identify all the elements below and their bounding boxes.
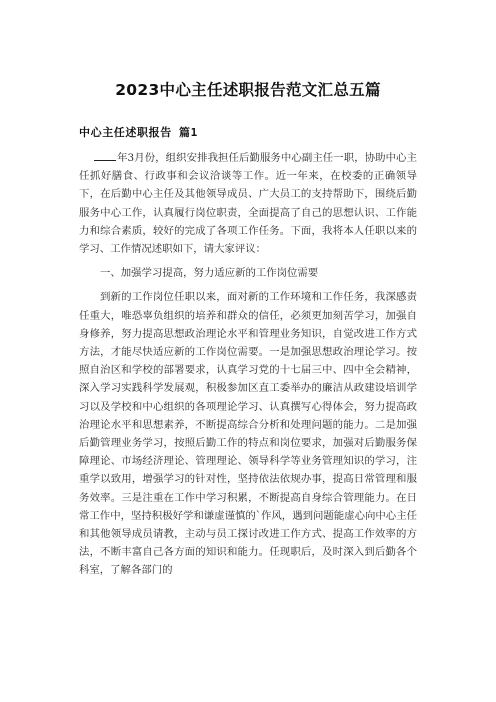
intro-paragraph-text: 年3月份，组织安排我担任后勤服务中心副主任一职，协助中心主任抓好膳食、行政事和会议洽谈等工作。近一年来，在校委的正确领导下，在后勤中心主任及其他领导成员、广大员工的支持帮助下，围绕后勤服务中心工作，认真履行岗位职责，全面提高了自己的思想认识、工作能力和综合素质，较好的完成了各项工作任务。下面，我将本人任职以来的学习、工作情况述职如下，请大家评议：: [79, 152, 417, 256]
section-heading: 中心主任述职报告 篇1: [79, 126, 198, 139]
document-body: [79, 149, 417, 580]
fill-in-blank: [94, 149, 116, 161]
document-title: 2023中心主任述职报告范文汇总五篇: [115, 81, 381, 99]
body-paragraph-2: 到新的工作岗位任职以来，面对新的工作环境和工作任务，我深感责任重大，唯恐辜负组织的培养和群众的信任，必须更加刻苦学习，加强自身修养，努力提高思想政治理论水平和管理业务知识，自觉改进工作方式方法，才能尽快适应新的工作岗位需要。一是加强思想政治理论学习。按照自治区和学校的部署要求，认真学习党的十七届三中、四中全会精神，深入学习实践科学发展观，积极参加区直工委举办的廉洁从政建设培训学习以及学校和中心组织的各项理论学习、认真撰写心得体会，努力提高政治理论水平和思想素养，不断提高综合分析和处理问题的能力。二是加强后勤管理业务学习，按照后勤工作的特点和岗位要求，加强对后勤服务保障理论、市场经济理论、管理理论、领导科学等业务管理知识的学习，注重学以致用，增强学习的针对性，坚持依法依规办事，提高日常管理和服务效率。三是注重在工作中学习积累，不断提高自身综合管理能力。在日常工作中，坚持积极好学和谦虚谨慎的`作风，遇到问题能虚心向中心主任和其他领导成员请教，主动与员工探讨改进工作方式、提高工作效率的方法，不断丰富自己各方面的知识和能力。任现职后，及时深入到后勤各个科室，了解各部门的: [79, 291, 417, 577]
sub-heading-1: 一、加强学习提高，努力适应新的工作岗位需要: [100, 267, 319, 280]
intro-paragraph: [79, 149, 417, 258]
